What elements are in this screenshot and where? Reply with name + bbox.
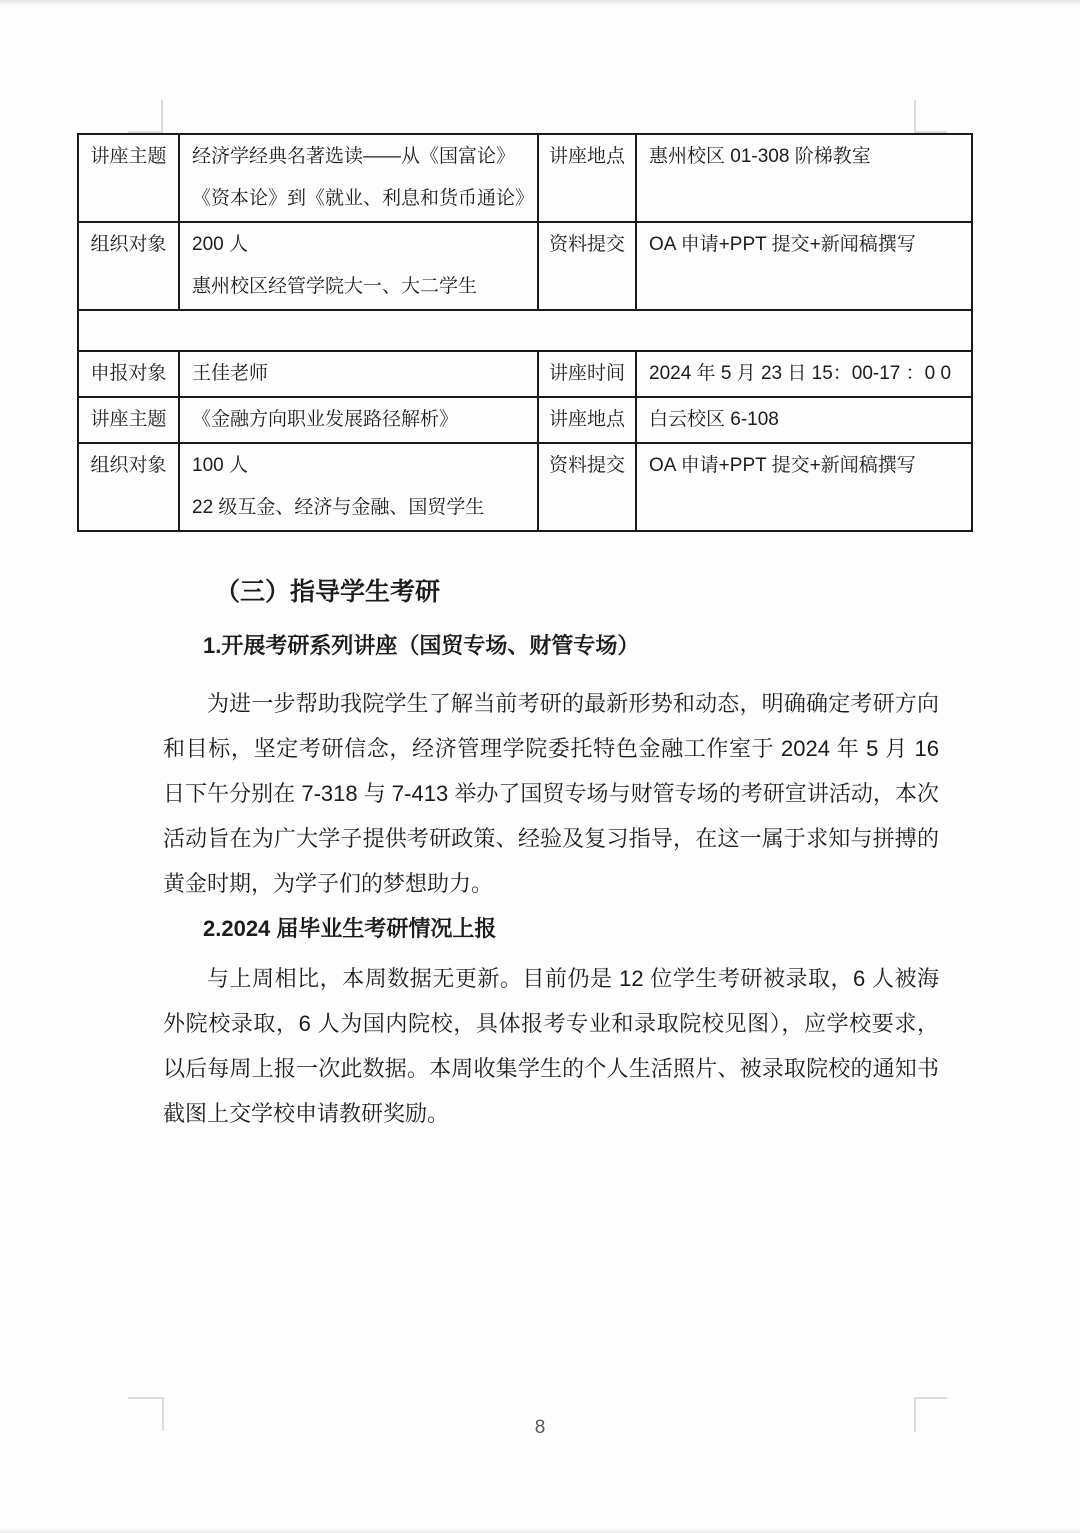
table-value-line: 王佳老师 <box>192 363 269 384</box>
table-value-cell <box>179 134 538 222</box>
subheading-1: 1.开展考研系列讲座（国贸专场、财管专场） <box>203 633 640 658</box>
table-value-line: 白云校区 6-108 <box>649 409 779 430</box>
document-body <box>163 565 939 1136</box>
table-value-cell <box>636 351 972 397</box>
table-row <box>78 351 972 397</box>
table-value-line: 2024 年 5 月 23 日 15：00-17 ：0 0 <box>649 363 952 384</box>
table-label-cell: 讲座地点 <box>538 134 636 222</box>
table-spacer-row <box>78 310 972 351</box>
table-row <box>78 443 972 531</box>
table-label-cell: 讲座主题 <box>78 134 179 222</box>
table-row <box>78 397 972 443</box>
table-value-line: 100 人 <box>192 455 248 476</box>
page-number: 8 <box>534 1417 546 1438</box>
table-value-cell <box>636 134 972 222</box>
table-value-line: 22 级互金、经济与金融、国贸学生 <box>192 497 485 518</box>
subheading-2: 2.2024 届毕业生考研情况上报 <box>203 916 497 941</box>
table-label-cell: 组织对象 <box>78 443 179 531</box>
table-value-cell <box>179 351 538 397</box>
table-value-line: 惠州校区经管学院大一、大二学生 <box>192 276 478 297</box>
table-label-cell: 讲座地点 <box>538 397 636 443</box>
table-label-cell: 资料提交 <box>538 222 636 310</box>
table-value-line: 200 人 <box>192 234 248 255</box>
table-empty-cell <box>78 310 972 351</box>
lecture-info-table <box>77 133 973 532</box>
table-label-cell: 讲座时间 <box>538 351 636 397</box>
table-value-line: 经济学经典名著选读——从《国富论》《资本论》到《就业、利息和货币通论》 <box>192 146 535 209</box>
table-label-cell: 资料提交 <box>538 443 636 531</box>
table-value-line: OA 申请+PPT 提交+新闻稿撰写 <box>649 234 916 255</box>
table-label-cell: 讲座主题 <box>78 397 179 443</box>
paragraph-1: 为进一步帮助我院学生了解当前考研的最新形势和动态，明确确定考研方向和目标，坚定考研信念，经济管理学院委托特色金融工作室于 2024 年 5 月 16 日下午分别在 7-318 与 7-413 举办了国贸专场与财管专场的考研宣讲活动，本次活动旨在为广大学子提供考研政策、经验及复习指导，在这一属于求知与拼搏的黄金时期，为学子们的梦想助力。 <box>163 691 939 896</box>
table-label-cell: 组织对象 <box>78 222 179 310</box>
section-heading: （三）指导学生考研 <box>215 578 441 606</box>
table-row <box>78 134 972 222</box>
table-value-cell <box>179 397 538 443</box>
lecture-table-body <box>78 134 972 531</box>
table-value-line: 《金融方向职业发展路径解析》 <box>192 409 459 430</box>
table-value-cell <box>179 443 538 531</box>
table-value-cell <box>636 397 972 443</box>
table-row <box>78 222 972 310</box>
table-value-cell <box>636 222 972 310</box>
margin-corner-mark-top-left <box>128 100 163 133</box>
table-label-cell: 申报对象 <box>78 351 179 397</box>
table-value-cell <box>179 222 538 310</box>
table-value-line: 惠州校区 01-308 阶梯教室 <box>649 146 871 167</box>
paragraph-2: 与上周相比，本周数据无更新。目前仍是 12 位学生考研被录取，6 人被海外院校录取，6 人为国内院校，具体报考专业和录取院校见图），应学校要求，以后每周上报一次此数据。本周收集学生的个人生活照片、被录取院校的通知书截图上交学校申请教研奖励。 <box>163 966 939 1126</box>
margin-corner-mark-top-right <box>914 100 947 133</box>
table-value-cell <box>636 443 972 531</box>
table-value-line: OA 申请+PPT 提交+新闻稿撰写 <box>649 455 916 476</box>
